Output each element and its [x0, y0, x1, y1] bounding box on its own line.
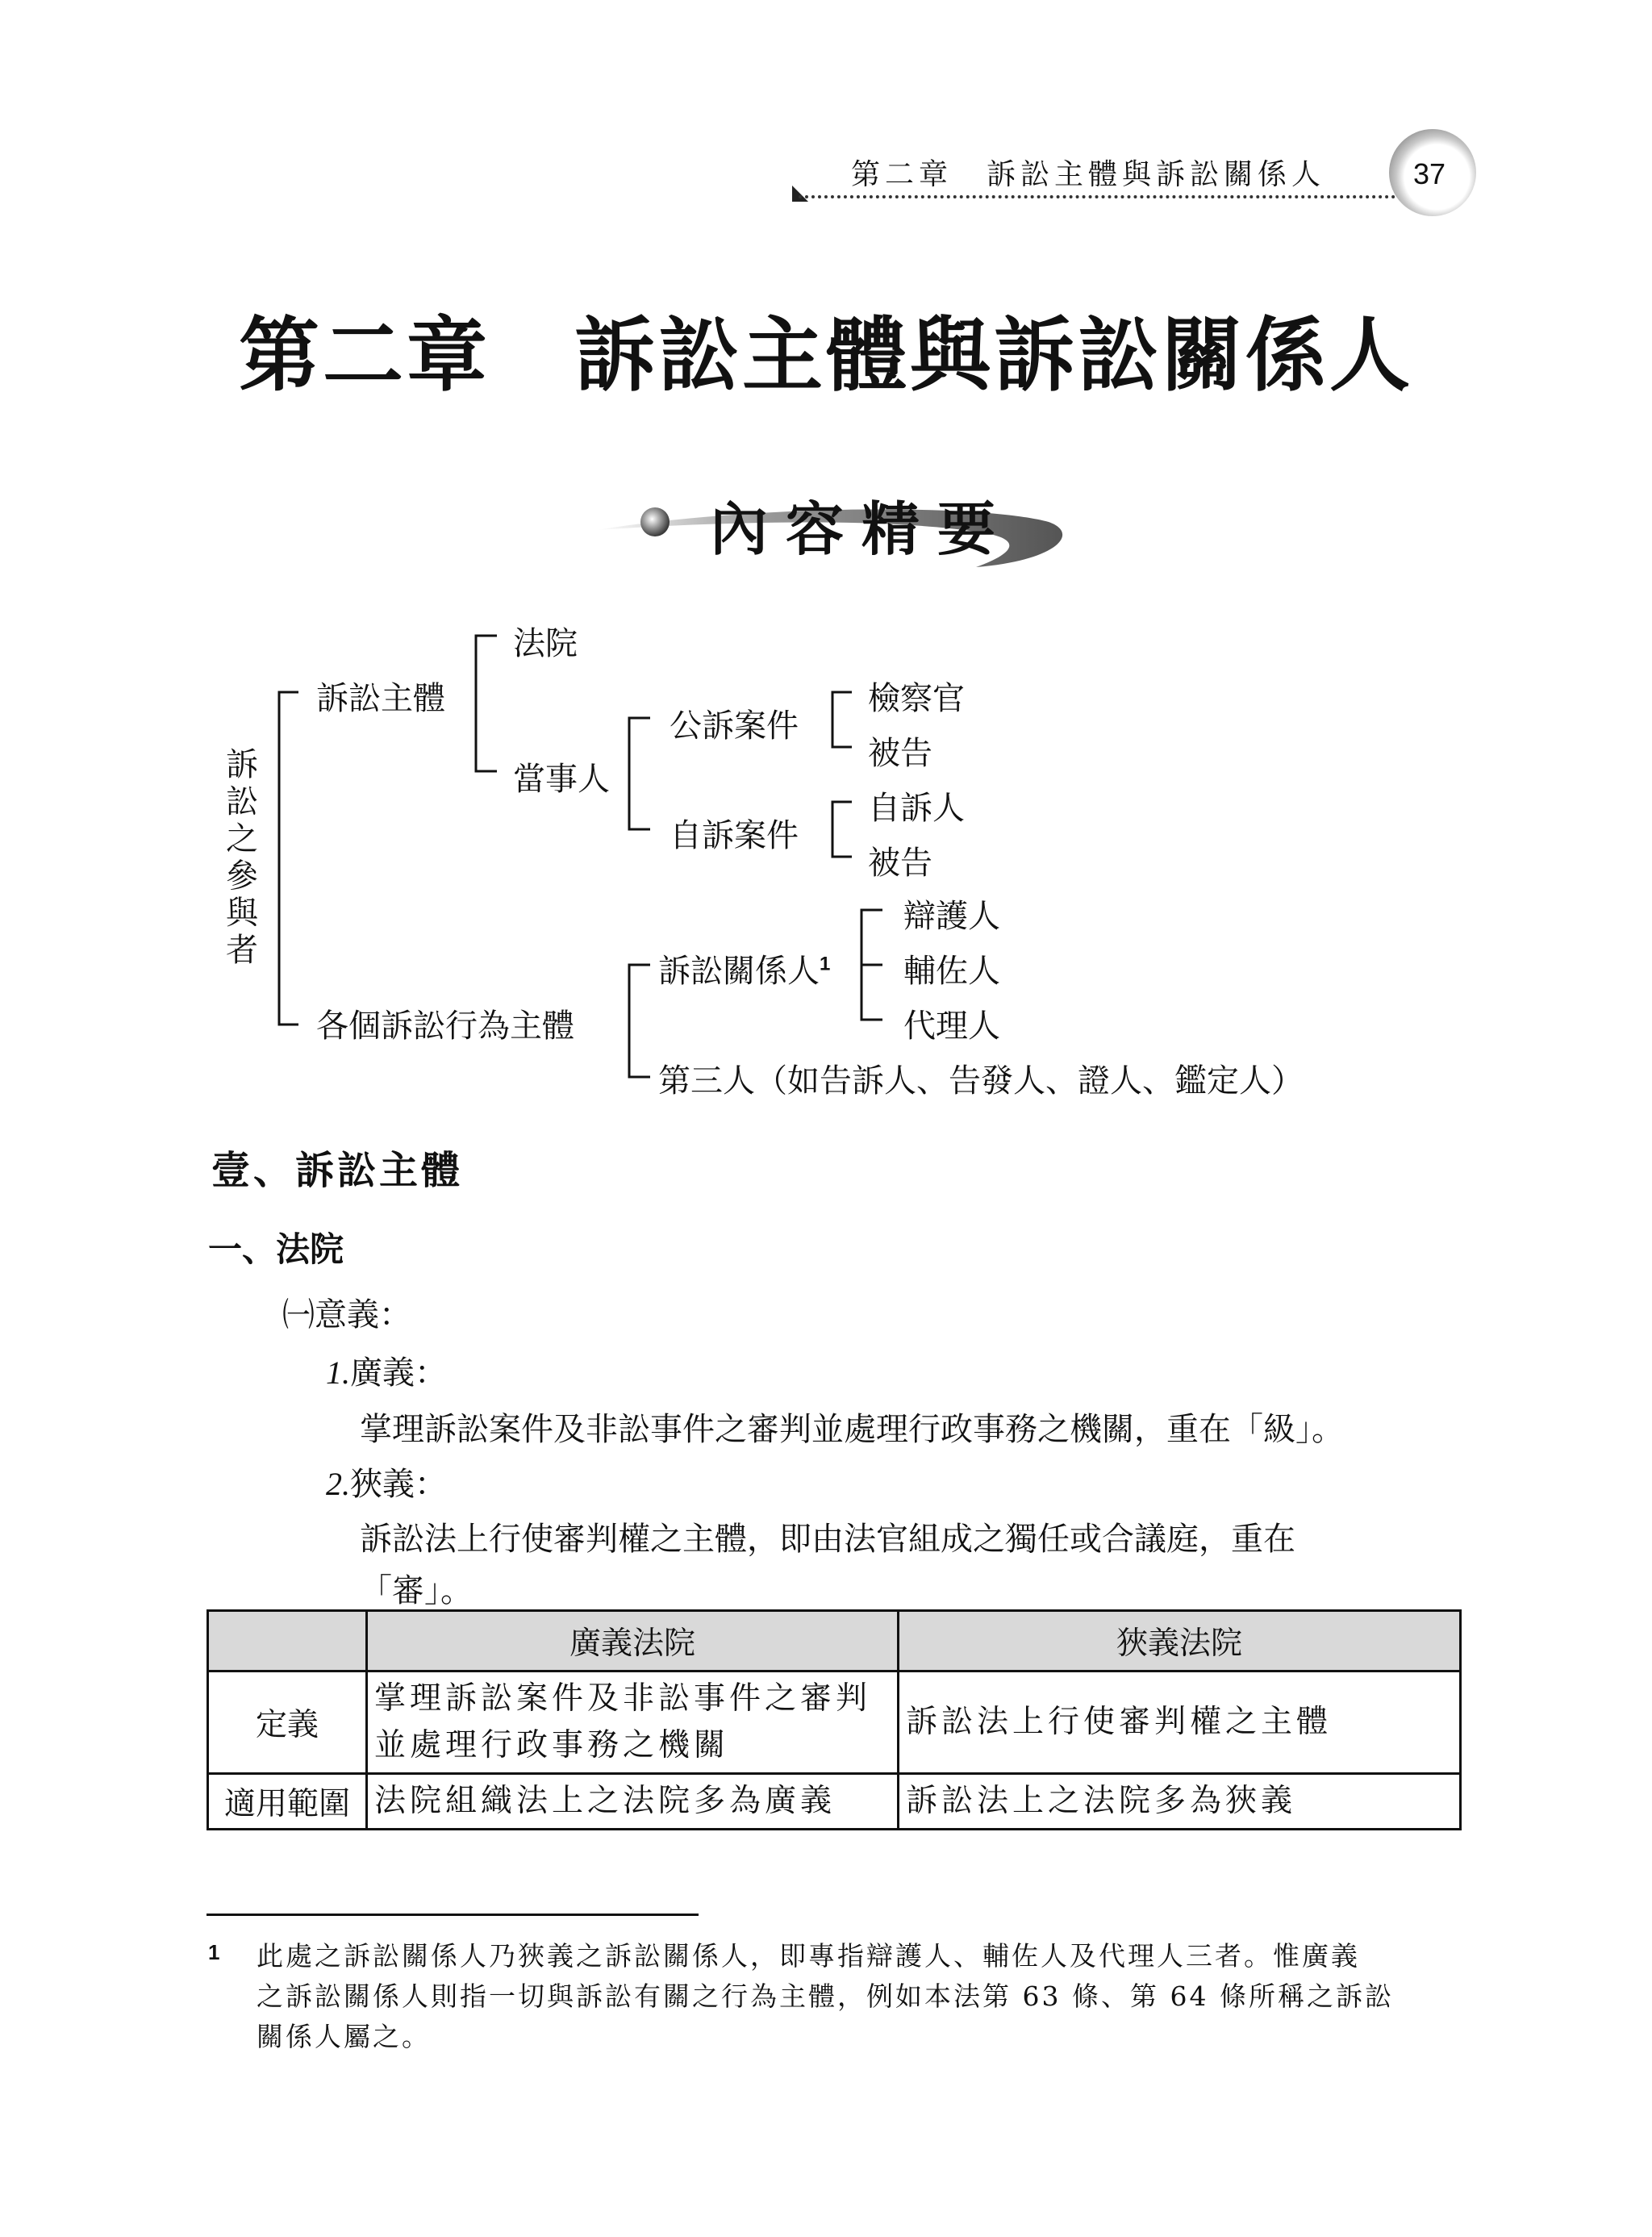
table-col-header: 狹義法院: [899, 1611, 1461, 1671]
tree-node-court: 法院: [513, 625, 578, 662]
footnote-line: 此處之訴訟關係人乃狹義之訴訟關係人，即專指辯護人、輔佐人及代理人三者。惟廣義: [257, 1940, 1360, 1972]
running-header-title: 第二章 訴訟主體與訴訟關係人: [851, 158, 1326, 191]
tree-root-char: 者: [226, 932, 258, 969]
tree-node-agent: 代理人: [903, 1008, 1000, 1045]
item-heading: ㈠意義：: [282, 1296, 411, 1333]
table-row: [208, 1774, 1461, 1830]
footnote-text: [257, 1936, 1458, 2057]
table-cell: 訴訟法上行使審判權之主體: [899, 1671, 1461, 1774]
related-persons-label: 訴訟關係人: [658, 953, 820, 990]
table-cell-line: 掌理訴訟案件及非訟事件之審判: [374, 1680, 872, 1717]
tree-node-third-party: 第三人（如告訴人、告發人、證人、鑑定人）: [658, 1062, 1304, 1100]
narrow-definition-text-cont: 「審」。: [360, 1572, 473, 1609]
footnote-line: 關係人屬之。: [257, 2021, 431, 2052]
item-number: 2.: [326, 1466, 350, 1502]
table-cell: 法院組織法上之法院多為廣義: [367, 1774, 899, 1830]
broad-label: 廣義：: [350, 1354, 447, 1392]
tree-node-defendant: 被告: [868, 845, 932, 882]
tree-node-defendant: 被告: [868, 735, 932, 772]
narrow-definition-text: 訴訟法上行使審判權之主體，即由法官組成之獨任或合議庭，重在: [360, 1521, 1295, 1558]
table-cell-line: 並處理行政事務之機關: [374, 1727, 730, 1763]
tree-node-prosecutor: 檢察官: [868, 680, 965, 717]
tree-root-label: [223, 746, 261, 969]
table-corner-cell: [208, 1611, 367, 1671]
tree-node-actors: 各個訴訟行為主體: [316, 1008, 574, 1045]
court-comparison-table: [206, 1609, 1462, 1830]
tree-root-char: 訟: [226, 783, 258, 820]
tree-node-private-prosecutor: 自訴人: [868, 790, 965, 827]
tree-node-related-persons: [658, 945, 830, 991]
section-heading: 壹、訴訟主體: [211, 1148, 464, 1193]
tree-root-char: 與: [226, 895, 258, 932]
footnote-ref: 1: [820, 953, 831, 975]
table-row-header: 定義: [208, 1671, 367, 1774]
tree-root-char: 訴: [226, 746, 258, 783]
table-col-header: 廣義法院: [367, 1611, 899, 1671]
tree-node-assistant: 輔佐人: [903, 953, 1000, 990]
broad-definition-text: 掌理訴訟案件及非訟事件之審判並處理行政事務之機關，重在「級」。: [360, 1411, 1344, 1448]
table-cell: 訴訟法上之法院多為狹義: [899, 1774, 1461, 1830]
narrow-label: 狹義：: [350, 1466, 447, 1503]
tree-node-party: 當事人: [513, 761, 610, 798]
tree-node-subject: 訴訟主體: [316, 680, 445, 717]
page-number: 37: [1413, 157, 1446, 190]
footnote-line: 之訴訟關係人則指一切與訴訟有關之行為主體，例如本法第 63 條、第 64 條所稱之訴訟: [257, 1980, 1394, 2012]
tree-root-char: 之: [226, 820, 258, 858]
table-row: [208, 1671, 1461, 1774]
footnote-rule: [206, 1914, 699, 1916]
table-cell: [367, 1671, 899, 1774]
tree-node-private-case: 自訴案件: [670, 817, 799, 854]
tree-node-public-case: 公訴案件: [670, 707, 799, 745]
table-header-row: [208, 1611, 1461, 1671]
tree-root-char: 參: [226, 858, 258, 895]
narrow-definition-label: [326, 1459, 447, 1505]
chapter-title: 第二章 訴訟主體與訴訟關係人: [239, 307, 1413, 403]
banner-title: 內容精要: [710, 495, 1014, 563]
table-row-header: 適用範圍: [208, 1774, 367, 1830]
footnote-mark: 1: [208, 1940, 220, 1964]
tree-node-defender: 辯護人: [903, 898, 1000, 935]
sub-heading: 一、法院: [208, 1229, 344, 1269]
broad-definition-label: [326, 1347, 447, 1393]
item-number: 1.: [326, 1354, 350, 1391]
